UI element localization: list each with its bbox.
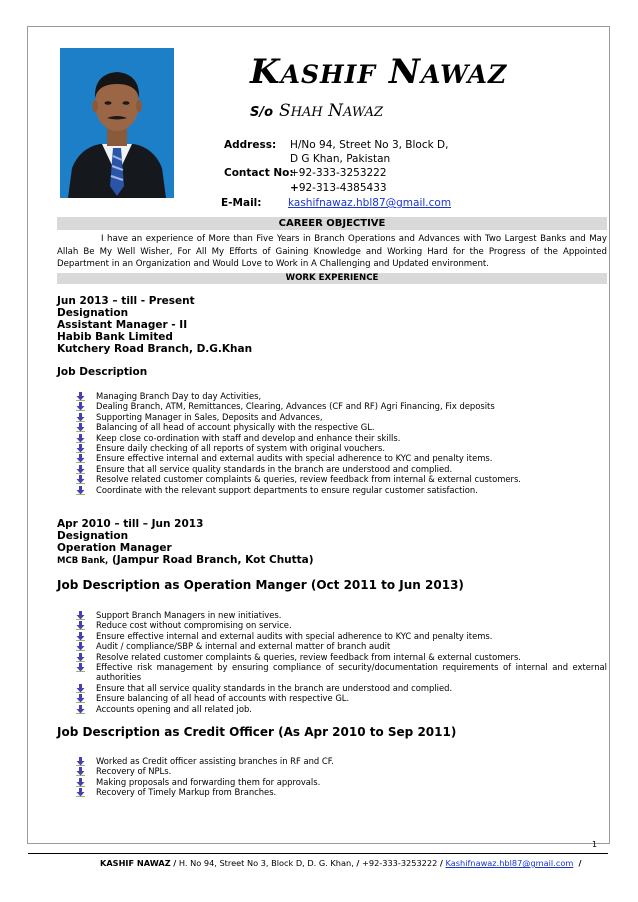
- duty-text: Dealing Branch, ATM, Remittances, Clearing, Advances (CF and RF) Agri Financing, Fix deposits: [96, 401, 495, 412]
- job2-company-line: [57, 554, 314, 567]
- duty-text: Worked as Credit officer assisting branches in RF and CF.: [96, 756, 334, 766]
- job1-header: [57, 295, 252, 355]
- duty-text: Balancing of all head of account physically with the respective GL.: [96, 422, 375, 433]
- arrow-down-bullet-icon: [76, 413, 85, 422]
- job2-header: [57, 518, 314, 567]
- arrow-down-bullet-icon: [76, 423, 85, 432]
- arrow-down-bullet-icon: [76, 663, 85, 672]
- job2-dates: Apr 2010 – till – Jun 2013: [57, 518, 204, 530]
- duty-list-item: [76, 704, 607, 714]
- duty-text: Ensure that all service quality standards in the branch are understood and complied.: [96, 682, 453, 693]
- duty-list-item: [76, 474, 521, 484]
- duty-list-item: [76, 683, 607, 693]
- arrow-down-bullet-icon: [76, 444, 85, 453]
- job1-branch: Kutchery Road Branch, D.G.Khan: [57, 343, 253, 355]
- footer-separator: /: [578, 858, 582, 868]
- duty-text: Accounts opening and all related job.: [96, 703, 252, 714]
- duty-list-item: [76, 756, 334, 766]
- job2-ops-duty-list: [76, 610, 607, 714]
- footer-phone: +92-333-3253222: [362, 858, 438, 868]
- arrow-down-bullet-icon: [76, 392, 85, 401]
- arrow-down-bullet-icon: [76, 465, 85, 474]
- arrow-down-bullet-icon: [76, 475, 85, 484]
- footer-separator: /: [173, 858, 177, 868]
- duty-text: Managing Branch Day to day Activities,: [96, 391, 262, 401]
- address-line2: D G Khan, Pakistan: [290, 153, 391, 165]
- duty-text: Resolve related customer complaints & queries, review feedback from internal & external customers.: [96, 651, 521, 662]
- arrow-down-bullet-icon: [76, 653, 85, 662]
- profile-photo-illustration: [60, 48, 174, 198]
- duty-list-item: [76, 422, 521, 432]
- duty-text: Recovery of Timely Markup from Branches.: [96, 787, 277, 798]
- footer-email-link[interactable]: Kashifnawaz.hbl87@gmail.com: [445, 858, 574, 868]
- address-label: Address:: [224, 139, 277, 151]
- arrow-down-bullet-icon: [76, 757, 85, 766]
- job2-credit-heading: Job Description as Credit Officer (As Apr 2010 to Sep 2011): [57, 725, 457, 739]
- duty-list-item: [76, 766, 334, 776]
- footer-divider: [28, 853, 608, 854]
- job1-title: Assistant Manager - II: [57, 319, 188, 331]
- duty-text: Supporting Manager in Sales, Deposits and Advances,: [96, 411, 323, 422]
- arrow-down-bullet-icon: [76, 632, 85, 641]
- phone-2: +92-313-4385433: [290, 182, 387, 194]
- arrow-down-bullet-icon: [76, 788, 85, 797]
- arrow-down-bullet-icon: [76, 642, 85, 651]
- profile-photo: [60, 48, 174, 198]
- arrow-down-bullet-icon: [76, 486, 85, 495]
- duty-text: Resolve related customer complaints & queries, review feedback from internal & external customers.: [96, 474, 521, 485]
- duty-list-item: [76, 610, 607, 620]
- duty-list-item: [76, 662, 607, 683]
- duty-list-item: [76, 631, 607, 641]
- career-objective-heading: CAREER OBJECTIVE: [57, 217, 607, 230]
- arrow-down-bullet-icon: [76, 454, 85, 463]
- job2-designation-label: Designation: [57, 530, 129, 542]
- duty-text: Ensure effective internal and external audits with special adherence to KYC and penalty items.: [96, 453, 493, 464]
- career-objective-text: I have an experience of More than Five Years in Branch Operations and Advances with Two Largest Banks and May Allah Be My Well Wisher, For All My Efforts of Gaining Knowledge and Working Hard for the Progress of the Appointed Department in an Organization and Would Love to Work in A Challenging and Updated environment.: [57, 234, 607, 270]
- job1-description-heading: Job Description: [57, 366, 148, 378]
- duty-list-item: [76, 453, 521, 463]
- contact-label: Contact No:: [224, 167, 294, 179]
- duty-text: Making proposals and forwarding them for approvals.: [96, 776, 321, 787]
- duty-text: Support Branch Managers in new initiatives.: [96, 610, 282, 620]
- arrow-down-bullet-icon: [76, 694, 85, 703]
- phone-1: +92-333-3253222: [290, 167, 387, 179]
- duty-text: Effective risk management by ensuring compliance of security/documentation requirements of internal and external authorities: [96, 662, 607, 683]
- work-experience-heading: WORK EXPERIENCE: [57, 273, 607, 284]
- job2-company: MCB Bank,: [57, 556, 109, 566]
- job1-dates: Jun 2013 – till - Present: [57, 295, 195, 307]
- duty-text: Coordinate with the relevant support departments to ensure regular customer satisfaction.: [96, 484, 478, 495]
- duty-text: Recovery of NPLs.: [96, 766, 172, 777]
- footer-name: KASHIF NAWAZ: [100, 858, 171, 868]
- page-number: 1: [592, 840, 598, 849]
- duty-text: Audit / compliance/SBP & internal and external matter of branch audit: [96, 641, 391, 652]
- duty-text: Ensure daily checking of all reports of system with original vouchers.: [96, 443, 385, 454]
- arrow-down-bullet-icon: [76, 767, 85, 776]
- duty-list-item: [76, 641, 607, 651]
- duty-list-item: [76, 412, 521, 422]
- address-line1: H/No 94, Street No 3, Block D,: [290, 139, 449, 151]
- footer-separator: /: [439, 858, 443, 868]
- footer-address: H. No 94, Street No 3, Block D, D. G. Khan,: [178, 858, 354, 868]
- arrow-down-bullet-icon: [76, 778, 85, 787]
- duty-list-item: [76, 464, 521, 474]
- parent-name: S/o SHAH NAWAZ: [250, 101, 384, 121]
- duty-list-item: [76, 777, 334, 787]
- job2-credit-duty-list: [76, 756, 334, 798]
- job2-ops-heading: Job Description as Operation Manger (Oct 2011 to Jun 2013): [57, 578, 464, 592]
- job1-duty-list: [76, 391, 521, 495]
- duty-list-item: [76, 433, 521, 443]
- arrow-down-bullet-icon: [76, 705, 85, 714]
- duty-text: Ensure balancing of all head of accounts with respective GL.: [96, 693, 350, 704]
- duty-text: Ensure effective internal and external audits with special adherence to KYC and penalty items.: [96, 630, 493, 641]
- job1-designation-label: Designation: [57, 307, 129, 319]
- job2-title: Operation Manager: [57, 542, 172, 554]
- duty-text: Ensure that all service quality standards in the branch are understood and complied.: [96, 463, 453, 474]
- arrow-down-bullet-icon: [76, 434, 85, 443]
- duty-text: Reduce cost without compromising on service.: [96, 620, 292, 631]
- job1-company: Habib Bank Limited: [57, 331, 173, 343]
- arrow-down-bullet-icon: [76, 684, 85, 693]
- candidate-name: KASHIF NAWAZ: [250, 52, 508, 92]
- duty-list-item: [76, 391, 521, 401]
- duty-list-item: [76, 443, 521, 453]
- arrow-down-bullet-icon: [76, 621, 85, 630]
- footer-separator: /: [356, 858, 360, 868]
- arrow-down-bullet-icon: [76, 611, 85, 620]
- job2-branch: (Jampur Road Branch, Kot Chutta): [111, 554, 314, 566]
- duty-list-item: [76, 485, 521, 495]
- duty-list-item: [76, 787, 334, 797]
- arrow-down-bullet-icon: [76, 402, 85, 411]
- duty-list-item: [76, 401, 521, 411]
- duty-text: Keep close co-ordination with staff and develop and enhance their skills.: [96, 432, 401, 443]
- email-link[interactable]: kashifnawaz.hbl87@gmail.com: [288, 197, 452, 209]
- email-label: E-Mail:: [221, 197, 262, 209]
- footer: [100, 858, 582, 868]
- duty-list-item: [76, 693, 607, 703]
- duty-list-item: [76, 652, 607, 662]
- duty-list-item: [76, 620, 607, 630]
